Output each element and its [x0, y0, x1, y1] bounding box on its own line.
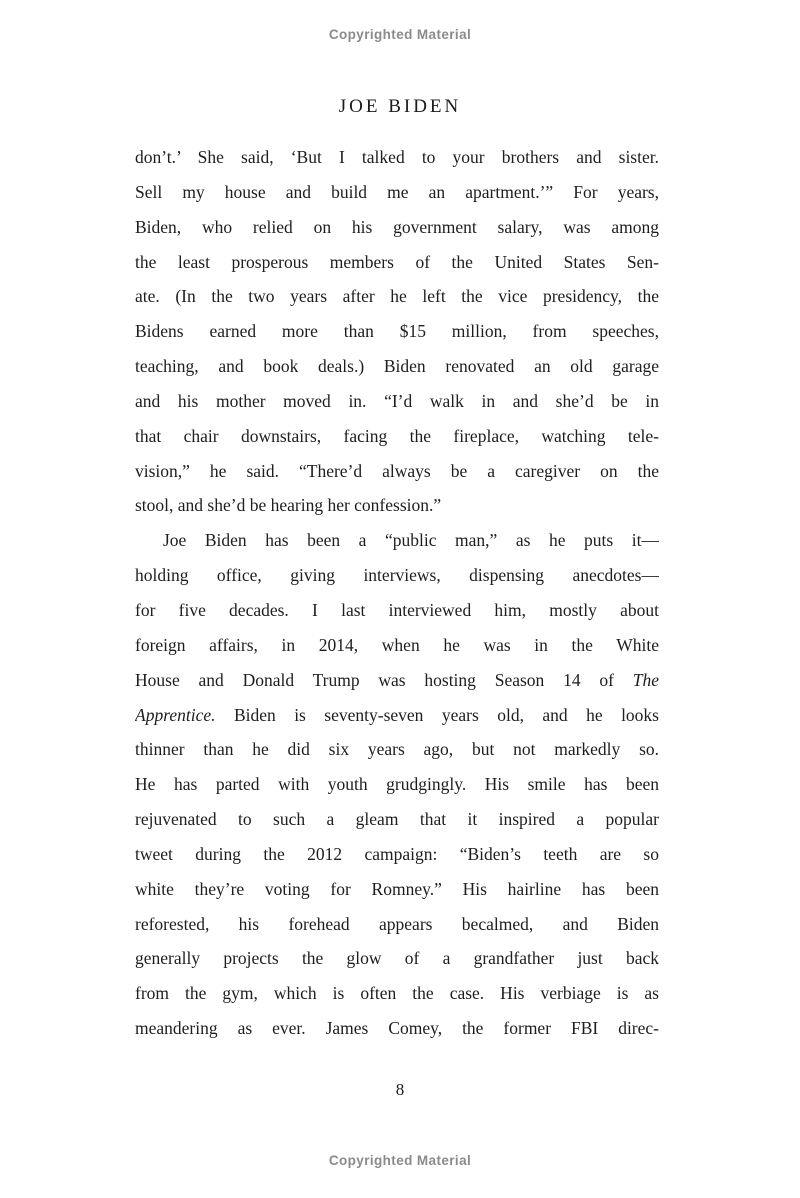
text-segment: that chair downstairs, facing the fireplace, watching tele-: [135, 425, 659, 446]
text-line: [135, 279, 659, 314]
paragraph: [135, 523, 659, 1046]
text-line: [135, 245, 659, 280]
running-head: JOE BIDEN: [338, 96, 462, 117]
text-segment: for five decades. I last interviewed him, mostly about: [135, 599, 659, 620]
text-segment: holding office, giving interviews, dispensing anecdotes—: [135, 565, 659, 586]
text-line: [135, 663, 659, 698]
copyright-notice-bottom: Copyrighted Material: [328, 1153, 472, 1168]
text-segment: ate. (In the two years after he left the vice presidency, the: [135, 286, 659, 307]
text-line: [135, 210, 659, 245]
text-segment: generally projects the glow of a grandfather just back: [135, 948, 659, 969]
page-number: 8: [395, 1080, 405, 1099]
text-segment: tweet during the 2012 campaign: “Biden’s teeth are so: [135, 843, 659, 864]
text-segment: thinner than he did six years ago, but not markedly so.: [135, 739, 659, 760]
text-segment: vision,” he said. “There’d always be a caregiver on the: [135, 460, 659, 481]
text-segment: don’t.’ She said, ‘But I talked to your brothers and sister.: [135, 147, 659, 167]
text-segment: Bidens earned more than $15 million, from speeches,: [135, 321, 659, 342]
text-line: [135, 384, 659, 419]
text-line: [135, 802, 659, 837]
text-line: [135, 488, 659, 523]
text-line: [135, 349, 659, 384]
text-segment: white they’re voting for Romney.” His hairline has been: [135, 878, 659, 899]
text-line: [135, 419, 659, 454]
text-segment: foreign affairs, in 2014, when he was in the White: [135, 634, 659, 655]
text-segment: Biden is seventy-seven years old, and he looks: [215, 704, 659, 725]
text-segment: from the gym, which is often the case. His verbiage is as: [135, 983, 659, 1004]
text-segment: House and Donald Trump was hosting Season 14 of: [135, 669, 633, 690]
text-line: [135, 837, 659, 872]
text-line: [135, 628, 659, 663]
text-segment: the least prosperous members of the United States Sen-: [135, 251, 659, 272]
text-line: [135, 907, 659, 942]
paragraph: [135, 140, 659, 523]
text-line: [135, 175, 659, 210]
text-segment: rejuvenated to such a gleam that it inspired a popular: [135, 809, 659, 830]
italic-text: The: [632, 669, 659, 690]
text-segment: meandering as ever. James Comey, the former FBI direc-: [135, 1018, 659, 1039]
text-segment: stool, and she’d be hearing her confession.”: [135, 495, 442, 516]
text-segment: Joe Biden has been a “public man,” as he puts it—: [163, 530, 659, 551]
text-segment: teaching, and book deals.) Biden renovated an old garage: [135, 356, 659, 377]
text-line: [135, 593, 659, 628]
text-line: [135, 1011, 659, 1046]
italic-text: Apprentice.: [135, 704, 216, 725]
text-line: [135, 314, 659, 349]
text-line: [135, 941, 659, 976]
text-line: [135, 558, 659, 593]
text-line: [135, 872, 659, 907]
text-line: [135, 523, 659, 558]
text-segment: reforested, his forehead appears becalmed, and Biden: [135, 913, 659, 934]
text-line: [135, 454, 659, 489]
copyright-notice-top: Copyrighted Material: [328, 27, 472, 42]
text-segment: and his mother moved in. “I’d walk in and she’d be in: [135, 390, 659, 411]
text-segment: Sell my house and build me an apartment.’” For years,: [135, 181, 659, 202]
text-line: [135, 732, 659, 767]
text-line: [135, 976, 659, 1011]
body-text: [135, 140, 659, 1046]
text-line: [135, 140, 659, 175]
text-line: [135, 698, 659, 733]
text-segment: He has parted with youth grudgingly. His smile has been: [135, 774, 659, 795]
text-segment: Biden, who relied on his government salary, was among: [135, 216, 659, 237]
text-line: [135, 767, 659, 802]
